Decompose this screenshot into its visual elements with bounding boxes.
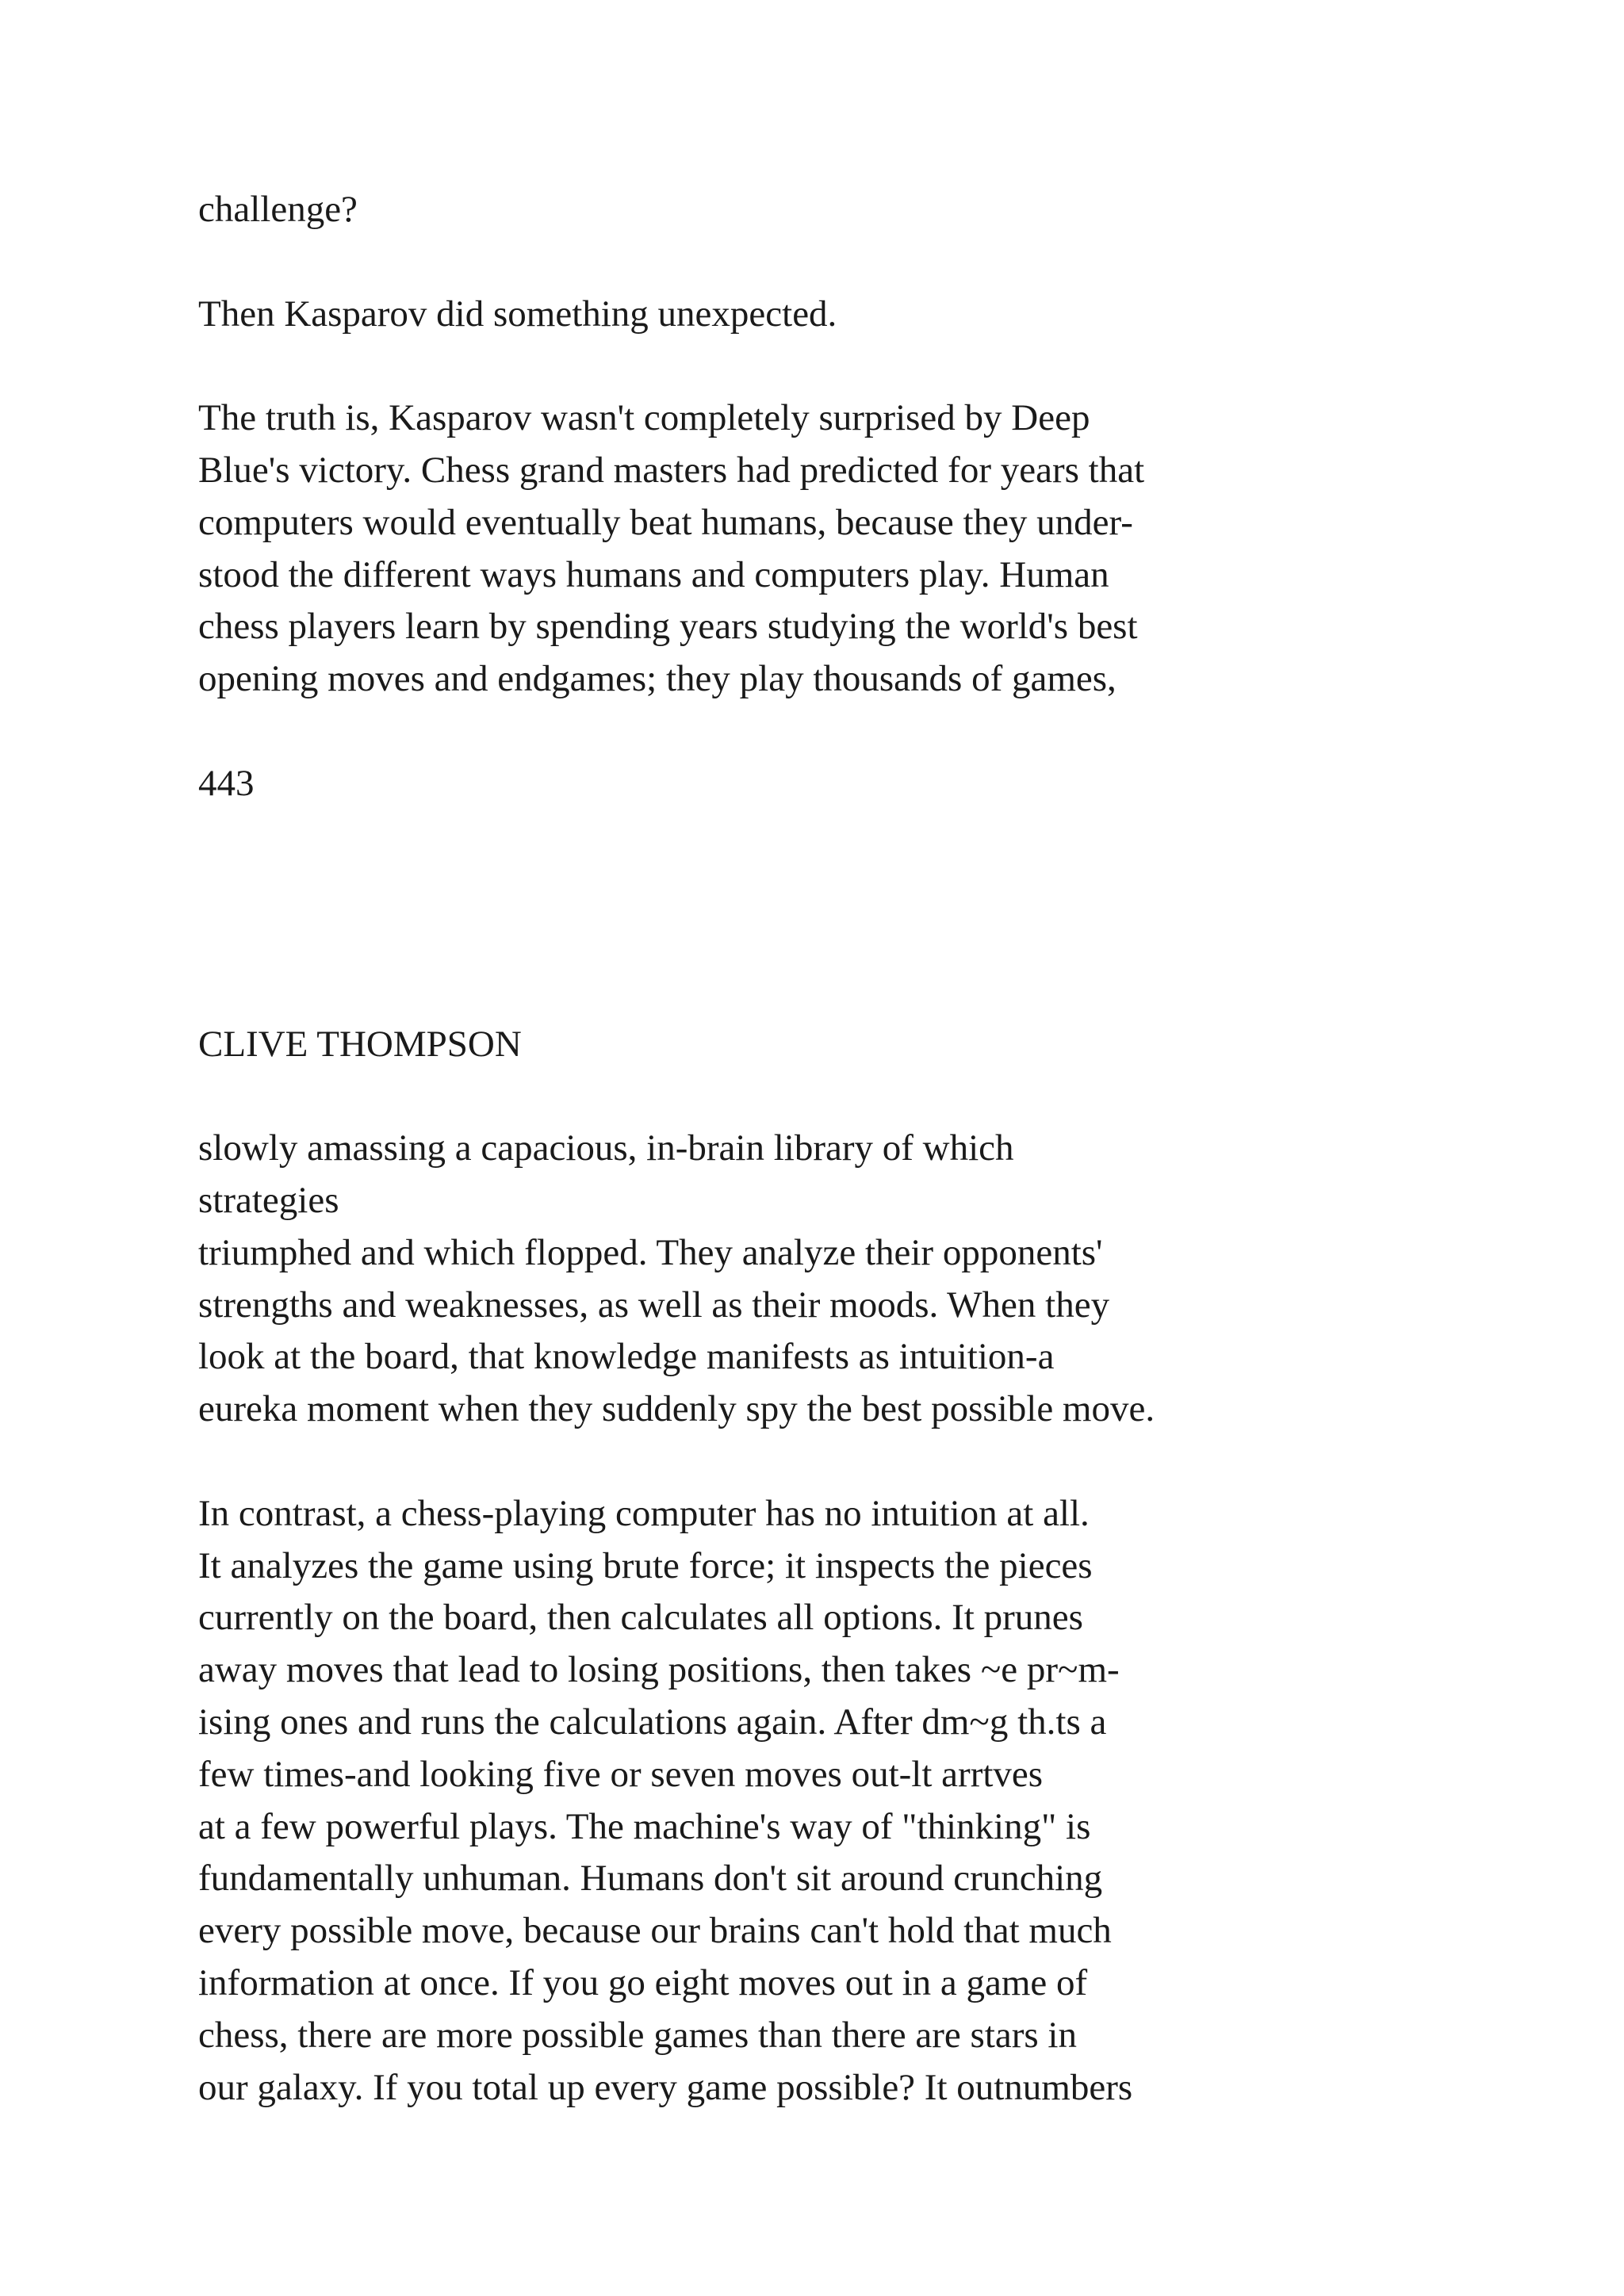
document-page — [198, 184, 1467, 2114]
text-line: chess, there are more possible games than there are stars in — [198, 2014, 1077, 2056]
running-header — [198, 1019, 1467, 1071]
text-line: away moves that lead to losing positions, then takes ~e pr~m- — [198, 1649, 1120, 1691]
paragraph-unexpected — [198, 289, 1467, 341]
running-header-text: CLIVE THOMPSON — [198, 1023, 522, 1065]
text-line: fundamentally unhuman. Humans don't sit around crunching — [198, 1858, 1103, 1900]
text-line: our galaxy. If you total up every game possible? It outnumbers — [198, 2066, 1133, 2108]
text-line: challenge? — [198, 189, 358, 230]
text-line: slowly amassing a capacious, in-brain library of which — [198, 1127, 1014, 1169]
text-line: stood the different ways humans and computers play. Human — [198, 553, 1109, 595]
text-line: Blue's victory. Chess grand masters had predicted for years that — [198, 449, 1145, 491]
text-line: eureka moment when they suddenly spy the best possible move. — [198, 1388, 1155, 1430]
text-line: information at once. If you go eight moves out in a game of — [198, 1961, 1088, 2003]
text-line: ising ones and runs the calculations again. After dm~g th.ts a — [198, 1701, 1107, 1743]
paragraph-challenge — [198, 184, 1467, 236]
page-number-text: 443 — [198, 762, 255, 804]
text-line: every possible move, because our brains can't hold that much — [198, 1910, 1112, 1952]
text-line: In contrast, a chess-playing computer has no intuition at all. — [198, 1492, 1090, 1534]
text-line: currently on the board, then calculates all options. It prunes — [198, 1597, 1083, 1639]
text-line: opening moves and endgames; they play thousands of games, — [198, 658, 1116, 700]
text-line: strategies — [198, 1179, 339, 1221]
text-line: few times-and looking five or seven moves out-lt arrtves — [198, 1753, 1044, 1795]
text-line: Then Kasparov did something unexpected. — [198, 293, 837, 335]
text-line: strengths and weaknesses, as well as their moods. When they — [198, 1284, 1110, 1326]
paragraph-contrast — [198, 1488, 1467, 2114]
text-line: chess players learn by spending years studying the world's best — [198, 606, 1138, 648]
text-line: The truth is, Kasparov wasn't completely surprised by Deep — [198, 397, 1090, 439]
paragraph-library — [198, 1123, 1467, 1436]
page-number — [198, 758, 1467, 810]
text-line: look at the board, that knowledge manifests as intuition-a — [198, 1336, 1055, 1378]
text-line: triumphed and which flopped. They analyze their opponents' — [198, 1231, 1103, 1273]
paragraph-truth — [198, 392, 1467, 706]
text-line: It analyzes the game using brute force; it inspects the pieces — [198, 1544, 1093, 1586]
text-line: computers would eventually beat humans, because they under- — [198, 501, 1133, 543]
text-line: at a few powerful plays. The machine's way of "thinking" is — [198, 1805, 1091, 1847]
